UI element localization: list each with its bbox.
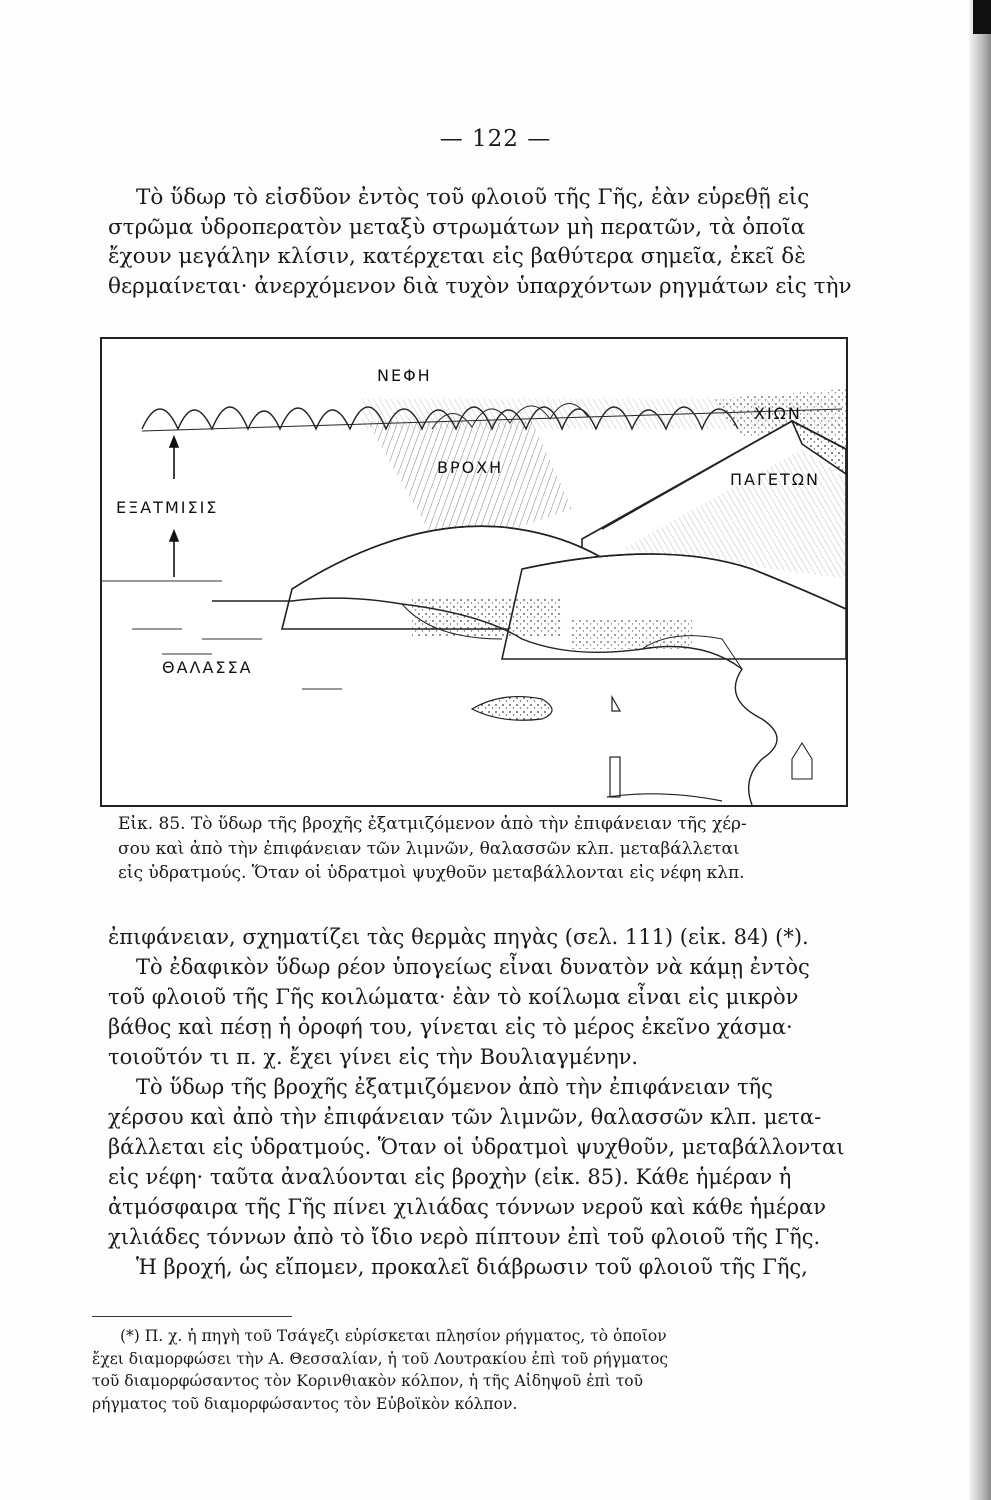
label-evaporation: ΕΞΑΤΜΙΣΙΣ (116, 498, 219, 517)
caption-line: εἰς ὑδρατμούς. Ὅταν οἱ ὑδρατμοὶ ψυχθοῦν μεταβάλλονται εἰς νέφη κλπ. (118, 863, 745, 883)
label-sea: ΘΑΛΑΣΣΑ (162, 658, 253, 677)
text-line: εἰς νέφη· ταῦτα ἀναλύονται εἰς βροχὴν (εἰκ. 85). Κάθε ἡμέραν ἡ (108, 1165, 792, 1189)
lighthouse (610, 757, 620, 797)
text-line: τοιοῦτόν τι π. χ. ἔχει γίνει εἰς τὴν Βουλιαγμένην. (108, 1045, 639, 1069)
text-line: βάλλεται εἰς ὑδρατμούς. Ὅταν οἱ ὑδρατμοὶ ψυχθοῦν, μεταβάλλονται (108, 1135, 845, 1159)
text-line: ἐπιφάνειαν, σχηματίζει τὰς θερμὰς πηγὰς (σελ. 111) (εἰκ. 84) (*). (108, 925, 809, 949)
footnote-divider (92, 1316, 292, 1317)
town (412, 597, 562, 637)
text-line: χέρσου καὶ ἀπὸ τὴν ἐπιφάνειαν τῶν λιμνῶν, θαλασσῶν κλπ. μετα- (108, 1105, 822, 1129)
illustration-drawing (102, 339, 846, 805)
page-corner-mark (973, 0, 991, 34)
church (792, 743, 812, 779)
page-number: — 122 — (439, 126, 552, 152)
intro-paragraph (108, 183, 852, 301)
footnote-line: τοῦ διαμορφώσαντος τὸν Κορινθιακὸν κόλπον, ἡ τῆς Αἰδηψοῦ ἐπὶ τοῦ (92, 1372, 644, 1390)
caption-line: Εἰκ. 85. Τὸ ὕδωρ τῆς βροχῆς ἐξατμιζόμενον ἀπὸ τὴν ἐπιφάνειαν τῆς χέρ- (118, 814, 747, 834)
caption-line: σου καὶ ἀπὸ τὴν ἐπιφάνειαν τῶν λιμνῶν, θαλασσῶν κλπ. μεταβάλλεται (118, 838, 740, 859)
body-text (108, 922, 846, 1282)
text-line: ἔχουν μεγάλην κλίσιν, κατέρχεται εἰς βαθύτερα σημεῖα, ἐκεῖ δὲ (108, 244, 806, 269)
figure-caption (118, 812, 838, 886)
page-binding-shadow (969, 0, 991, 1500)
label-rain: ΒΡΟΧΗ (437, 458, 504, 477)
island (472, 697, 552, 721)
mountains (282, 421, 846, 659)
footnote-line: ἔχει διαμορφώσει τὴν Α. Θεσσαλίαν, ἡ τοῦ Λουτρακίου ἐπὶ τοῦ ρήγματος (92, 1349, 669, 1368)
text-line: ἀτμόσφαιρα τῆς Γῆς πίνει χιλιάδας τόννων νεροῦ καὶ κάθε ἡμέραν (108, 1195, 827, 1219)
text-line: Τὸ ὕδωρ τῆς βροχῆς ἐξατμιζόμενον ἀπὸ τὴν ἐπιφάνειαν τῆς (136, 1075, 773, 1099)
footnote-line: (*) Π. χ. ἡ πηγὴ τοῦ Τσάγεζι εὑρίσκεται πλησίον ρήγματος, τὸ ὁποῖον (120, 1327, 667, 1345)
label-glacier: ΠΑΓΕΤΩΝ (730, 470, 820, 489)
label-clouds: ΝΕΦΗ (377, 366, 432, 385)
text-line: Τὸ ὕδωρ τὸ εἰσδῦον ἐντὸς τοῦ φλοιοῦ τῆς Γῆς, ἐὰν εὑρεθῇ εἰς (136, 185, 810, 210)
text-line: στρῶμα ὑδροπερατὸν μεταξὺ στρωμάτων μὴ περατῶν, τὰ ὁποῖα (108, 214, 806, 240)
footnote-line: ρήγματος τοῦ διαμορφώσαντος τὸν Εὐβοϊκὸν κόλπον. (92, 1394, 518, 1413)
text-line: Ἡ βροχή, ὡς εἴπομεν, προκαλεῖ διάβρωσιν τοῦ φλοιοῦ τῆς Γῆς, (136, 1255, 808, 1279)
label-snow: ΧΙΩΝ (754, 404, 802, 423)
text-line: θερμαίνεται· ἀνερχόμενον διὰ τυχὸν ὑπαρχόντων ρηγμάτων εἰς τὴν (108, 273, 852, 299)
village (572, 619, 692, 649)
footnote (92, 1325, 816, 1415)
text-line: χιλιάδες τόννων ἀπὸ τὸ ἴδιο νερὸ πίπτουν ἐπὶ τοῦ φλοιοῦ τῆς Γῆς. (108, 1225, 821, 1249)
text-line: βάθος καὶ πέσῃ ἡ ὀροφή του, γίνεται εἰς τὸ μέρος ἐκεῖνο χάσμα· (108, 1015, 793, 1039)
text-line: Τὸ ἐδαφικὸν ὕδωρ ρέον ὑπογείως εἶναι δυνατὸν νὰ κάμῃ ἐντὸς (136, 955, 810, 979)
sailboat (612, 697, 620, 711)
text-line: τοῦ φλοιοῦ τῆς Γῆς κοιλώματα· ἐὰν τὸ κοίλωμα εἶναι εἰς μικρὸν (108, 985, 799, 1009)
water-cycle-illustration (100, 337, 848, 807)
